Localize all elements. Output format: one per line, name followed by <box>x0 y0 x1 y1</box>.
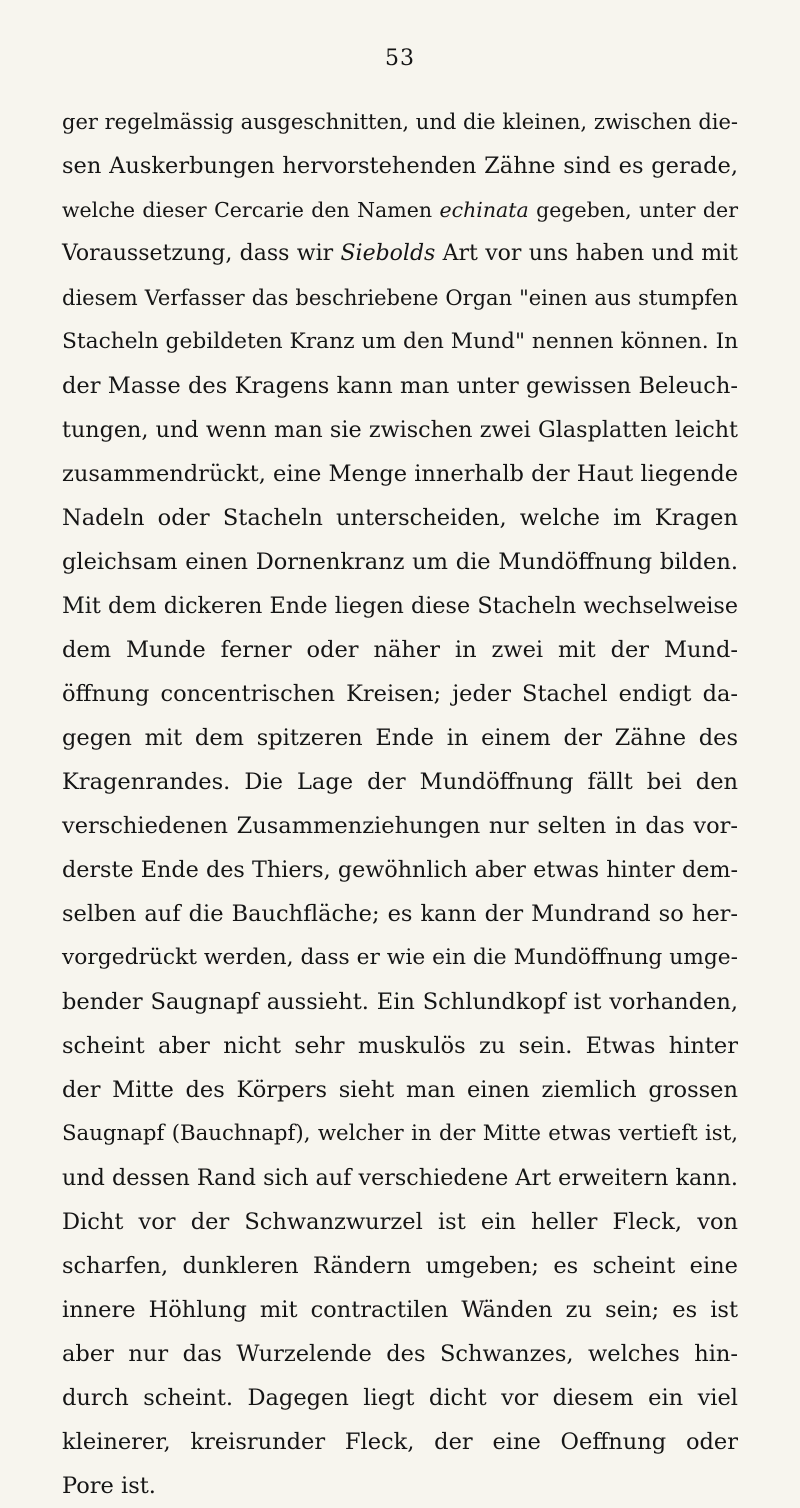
text-segment: Art vor uns haben und mit <box>435 241 738 266</box>
text-line-18: derste Ende des Thiers, gewöhnlich aber etwas hinter dem- <box>62 857 738 883</box>
text-line-3 <box>62 188 738 232</box>
text-line-25: und dessen Rand sich auf verschiedene Art erweitern kann. <box>62 1165 738 1191</box>
text-line-26: Dicht vor der Schwanzwurzel ist ein heller Fleck, von <box>62 1209 738 1235</box>
text-line-16: Kragenrandes. Die Lage der Mundöffnung fällt bei den <box>62 769 738 795</box>
text-line-19: selben auf die Bauchfläche; es kann der Mundrand so her- <box>62 901 738 927</box>
text-line-23: der Mitte des Körpers sieht man einen ziemlich grossen <box>62 1077 738 1103</box>
text-line-15: gegen mit dem spitzeren Ende in einem der Zähne des <box>62 725 738 751</box>
text-line-1: ger regelmässig ausgeschnitten, und die kleinen, zwischen die- <box>62 110 738 134</box>
author-name-italic: Siebolds <box>340 241 436 266</box>
text-segment: welche dieser Cercarie den Namen <box>62 198 440 222</box>
text-line-14: öffnung concentrischen Kreisen; jeder Stachel endigt da- <box>62 681 738 707</box>
text-line-22: scheint aber nicht sehr muskulös zu sein. Etwas hinter <box>62 1033 738 1059</box>
text-line-32: Pore ist. <box>62 1473 156 1499</box>
text-line-13: dem Munde ferner oder näher in zwei mit der Mund- <box>62 637 738 663</box>
text-line-21: bender Saugnapf aussieht. Ein Schlundkopf ist vorhanden, <box>62 989 738 1015</box>
page-number: 53 <box>385 46 415 71</box>
text-line-20: vorgedrückt werden, dass er wie ein die Mundöffnung umge- <box>62 945 738 970</box>
text-line-24: Saugnapf (Bauchnapf), welcher in der Mitte etwas vertieft ist, <box>62 1121 738 1146</box>
text-line-27: scharfen, dunkleren Rändern umgeben; es scheint eine <box>62 1253 738 1279</box>
text-line-17: verschiedenen Zusammenziehungen nur selten in das vor- <box>62 813 738 839</box>
text-line-11: gleichsam einen Dornenkranz um die Mundöffnung bilden. <box>62 549 738 575</box>
text-line-10: Nadeln oder Stacheln unterscheiden, welche im Kragen <box>62 505 738 531</box>
text-segment: Voraussetzung, dass wir <box>62 241 341 266</box>
species-name-italic: echinata <box>439 198 529 222</box>
text-line-29: aber nur das Wurzelende des Schwanzes, welches hin- <box>62 1341 738 1367</box>
text-line-12: Mit dem dickeren Ende liegen diese Stacheln wechselweise <box>62 593 738 619</box>
text-line-31: kleinerer, kreisrunder Fleck, der eine Oeffnung oder <box>62 1429 738 1455</box>
text-segment: gegeben, unter der <box>528 198 738 222</box>
text-line-2: sen Auskerbungen hervorstehenden Zähne sind es gerade, <box>62 153 738 179</box>
text-line-6: Stacheln gebildeten Kranz um den Mund" nennen können. In <box>62 329 739 354</box>
text-line-7: der Masse des Kragens kann man unter gewissen Beleuch- <box>62 373 738 399</box>
text-line-8: tungen, und wenn man sie zwischen zwei Glasplatten leicht <box>62 417 738 443</box>
text-line-5: diesem Verfasser das beschriebene Organ "einen aus stumpfen <box>62 286 738 310</box>
text-line-4 <box>62 232 738 276</box>
text-line-9: zusammendrückt, eine Menge innerhalb der Haut liegende <box>62 461 739 487</box>
text-line-30: durch scheint. Dagegen liegt dicht vor diesem ein viel <box>62 1385 738 1411</box>
body-text <box>62 100 738 1508</box>
text-line-28: innere Höhlung mit contractilen Wänden zu sein; es ist <box>62 1297 738 1323</box>
